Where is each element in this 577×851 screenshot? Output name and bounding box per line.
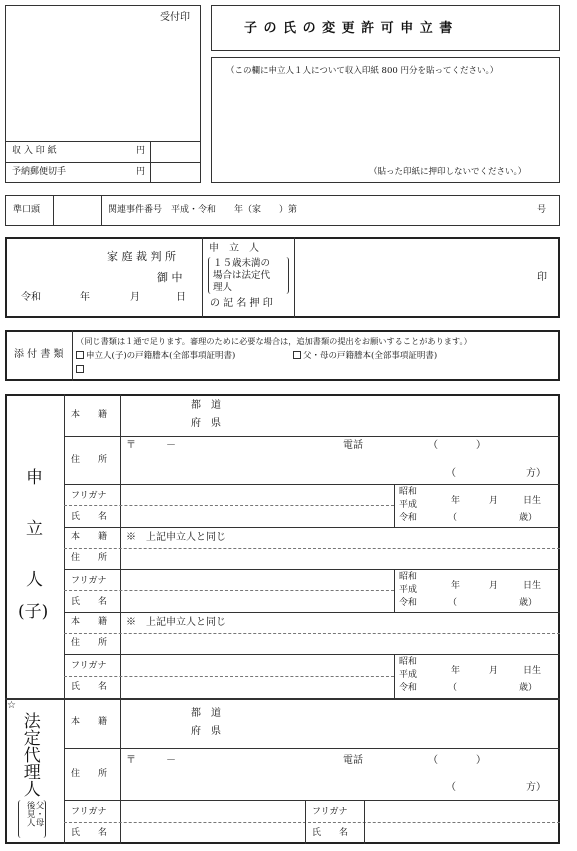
shimei-label: 氏 名 [312, 828, 349, 838]
honseki-label: 本 籍 [71, 532, 108, 542]
checkbox[interactable] [76, 365, 84, 373]
related-case-label: 関連事件番号 平成・令和 年（家 ）第 [108, 205, 298, 215]
furigana-label: フリガナ [71, 576, 107, 586]
attachment-item [76, 365, 86, 375]
applicant-side-label: 立 [26, 519, 43, 539]
applicant-side-label: 人 [26, 570, 43, 590]
honseki-label: 本 籍 [71, 410, 108, 420]
revenue-stamp-label: 収 入 印 紙 [12, 146, 57, 156]
yen-label: 円 [136, 146, 146, 156]
paren: （ [448, 598, 458, 608]
fuken-label: 府 県 [191, 726, 221, 737]
yen-label: 円 [136, 167, 146, 177]
shimei-label: 氏 名 [71, 512, 108, 522]
star-mark: ☆ [7, 700, 16, 711]
same-as-note: ※ 上記申立人と同じ [126, 617, 226, 628]
receipt-stamp-label: 受付印 [160, 12, 190, 23]
kata-label: 方） [526, 468, 546, 479]
attachments-label: 添 付 書 類 [14, 349, 64, 360]
stamp-note: （貼った印紙に押印しないでください。） [369, 167, 527, 177]
signature-label: の 記 名 押 印 [210, 298, 273, 309]
sai-label: 歳） [519, 513, 538, 523]
postal-label: 〒 － [126, 440, 176, 451]
shimei-label: 氏 名 [71, 682, 108, 692]
era-label: 平成 [399, 670, 418, 680]
applicant-side-label: 申 [26, 468, 43, 488]
paren: （ [446, 468, 456, 479]
honseki-label: 本 籍 [71, 617, 108, 627]
jusho-label: 住 所 [71, 553, 108, 563]
attachment-item: 申立人(子)の戸籍謄本(全部事項証明書) [76, 351, 235, 361]
tsuki-label: 月 [489, 581, 499, 591]
day-label: 日 [176, 292, 186, 303]
todo-label: 都 道 [191, 708, 221, 719]
reiwa-label: 令和 [21, 292, 41, 303]
phone-label: 電話 [343, 440, 363, 451]
attachments-note: （同じ書類は１通で足ります。審理のために必要な場合は，追加書類の提出をお願いすることがあります。） [76, 336, 472, 346]
paren: （ [448, 683, 458, 693]
era-label: 昭和 [399, 487, 418, 497]
paren: ） [476, 755, 486, 766]
furigana-label: フリガナ [71, 491, 107, 501]
era-label: 平成 [399, 500, 418, 510]
nichisei-label: 日生 [523, 496, 542, 506]
shimei-label: 氏 名 [71, 597, 108, 607]
junkoto-label: 準口頭 [13, 205, 41, 215]
era-label: 平成 [399, 585, 418, 595]
case-number-suffix: 号 [537, 205, 547, 215]
seal-mark: 印 [537, 272, 547, 283]
court-name-label: 家 庭 裁 判 所 [107, 250, 176, 263]
paren: （ [428, 440, 438, 451]
furigana-label: フリガナ [71, 661, 107, 671]
month-label: 月 [130, 292, 140, 303]
paren: （ [446, 782, 456, 793]
todo-label: 都 道 [191, 400, 221, 411]
postal-label: 〒 － [126, 755, 176, 766]
phone-label: 電話 [343, 755, 363, 766]
era-label: 令和 [399, 683, 418, 693]
checkbox[interactable] [76, 351, 84, 359]
honseki-label: 本 籍 [71, 717, 108, 727]
nichisei-label: 日生 [523, 666, 542, 676]
year-label: 年 [80, 292, 90, 303]
nichisei-label: 日生 [523, 581, 542, 591]
onchu-label: 御 中 [157, 271, 183, 284]
stamp-instruction: （この欄に申立人１人について収入印紙 800 円分を貼ってください。） [226, 66, 499, 76]
jusho-label: 住 所 [71, 455, 108, 465]
jusho-label: 住 所 [71, 769, 108, 779]
nen-label: 年 [451, 581, 461, 591]
guardian-side-label: 法定代理人 [19, 712, 40, 797]
nen-label: 年 [451, 496, 461, 506]
furigana-label: フリガナ [71, 807, 107, 817]
paren: ） [476, 440, 486, 451]
applicant-label: 申 立 人 [209, 243, 259, 254]
furigana-label: フリガナ [312, 807, 348, 817]
same-as-note: ※ 上記申立人と同じ [126, 532, 226, 543]
under15-note: １５歳未満の [213, 258, 271, 269]
receipt-stamp-box [5, 5, 201, 183]
under15-note: 場合は法定代 [213, 270, 271, 281]
nen-label: 年 [451, 666, 461, 676]
attachment-item: 父・母の戸籍謄本(全部事項証明書) [293, 351, 437, 361]
jusho-label: 住 所 [71, 638, 108, 648]
under15-note: 理人 [213, 282, 233, 293]
paren: （ [448, 513, 458, 523]
applicant-side-label: (子) [18, 602, 49, 622]
era-label: 令和 [399, 598, 418, 608]
era-label: 令和 [399, 513, 418, 523]
sai-label: 歳） [519, 598, 538, 608]
shimei-label: 氏 名 [71, 828, 108, 838]
fuken-label: 府 県 [191, 418, 221, 429]
guardian-sub-label: 父・母 後見人 [18, 800, 46, 838]
era-label: 昭和 [399, 572, 418, 582]
era-label: 昭和 [399, 657, 418, 667]
checkbox[interactable] [293, 351, 301, 359]
paren: （ [428, 755, 438, 766]
tsuki-label: 月 [489, 666, 499, 676]
kata-label: 方） [526, 782, 546, 793]
page-title: 子 の 氏 の 変 更 許 可 申 立 書 [244, 21, 454, 36]
postage-label: 予納郵便切手 [12, 167, 67, 177]
tsuki-label: 月 [489, 496, 499, 506]
sai-label: 歳） [519, 683, 538, 693]
